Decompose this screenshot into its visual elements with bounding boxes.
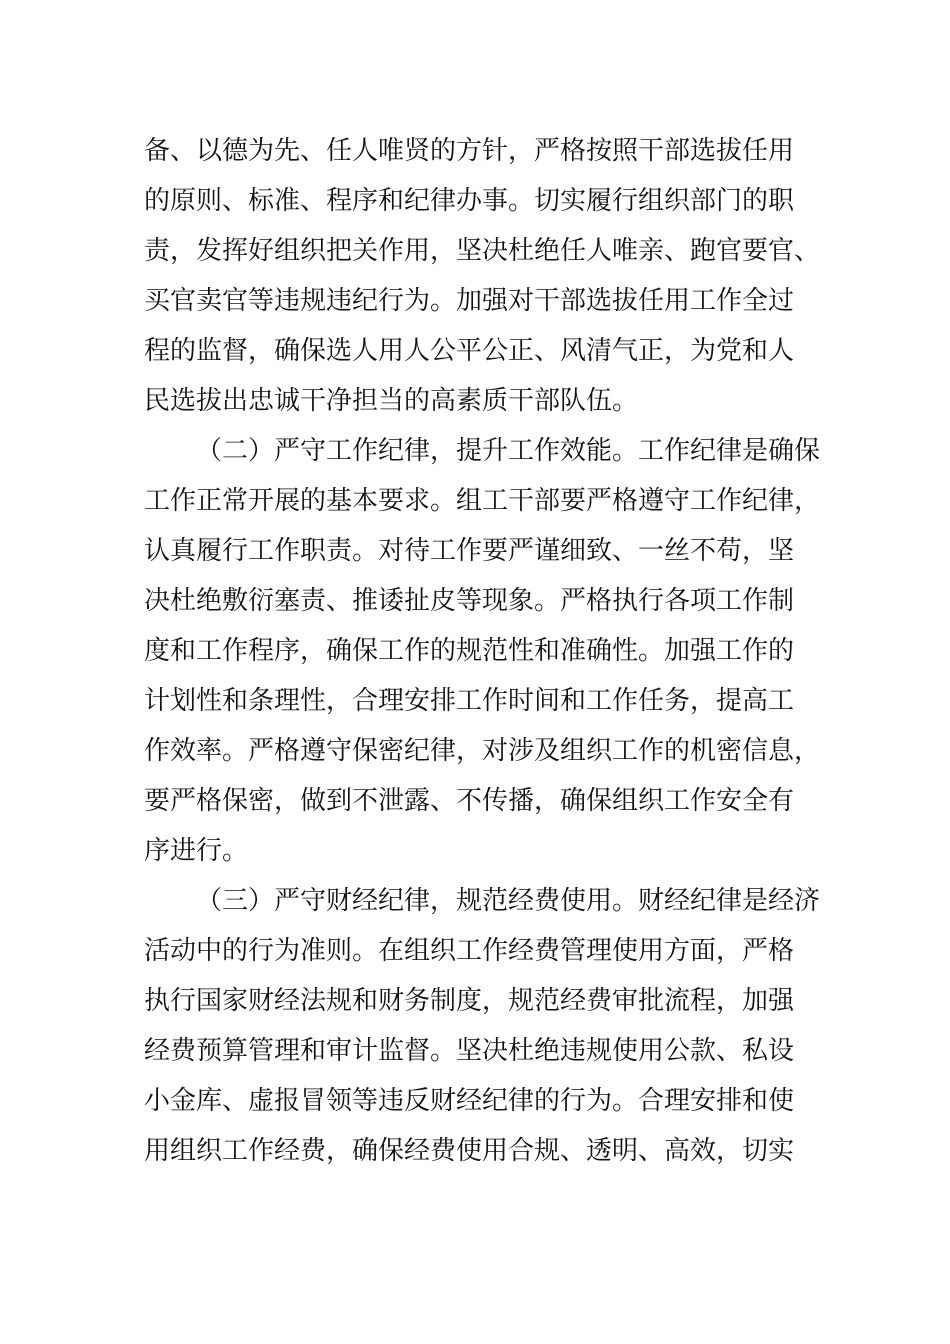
text-line: 备、以德为先、任人唯贤的方针，严格按照干部选拔任用: [144, 136, 795, 166]
text-line: 序进行。: [144, 836, 249, 866]
text-line: 小金库、虚报冒领等违反财经纪律的行为。合理安排和使: [144, 1086, 795, 1116]
text-line: 决杜绝敷衍塞责、推诿扯皮等现象。严格执行各项工作制: [144, 586, 795, 616]
text-line: 民选拔出忠诚干净担当的高素质干部队伍。: [144, 386, 639, 416]
text-line: 执行国家财经法规和财务制度，规范经费审批流程，加强: [144, 986, 795, 1016]
text-line: 度和工作程序，确保工作的规范性和准确性。加强工作的: [144, 636, 795, 666]
text-line: 活动中的行为准则。在组织工作经费管理使用方面，严格: [144, 936, 795, 966]
text-line: 的原则、标准、程序和纪律办事。切实履行组织部门的职: [144, 186, 795, 216]
text-line: 程的监督，确保选人用人公平公正、风清气正，为党和人: [144, 336, 795, 366]
text-line: 经费预算管理和审计监督。坚决杜绝违规使用公款、私设: [144, 1036, 795, 1066]
text-line: 工作正常开展的基本要求。组工干部要严格遵守工作纪律，: [144, 486, 821, 516]
text-line: 买官卖官等违规违纪行为。加强对干部选拔任用工作全过: [144, 286, 795, 316]
document-body: [144, 126, 824, 1176]
text-line: 认真履行工作职责。对待工作要严谨细致、一丝不苟，坚: [144, 536, 795, 566]
text-line: 责，发挥好组织把关作用，坚决杜绝任人唯亲、跑官要官、: [144, 236, 821, 266]
text-line: 要严格保密，做到不泄露、不传播，确保组织工作安全有: [144, 786, 795, 816]
section-heading-line: （三）严守财经纪律，规范经费使用。财经纪律是经济: [196, 886, 821, 916]
text-line: 用组织工作经费，确保经费使用合规、透明、高效，切实: [144, 1136, 795, 1166]
section-heading-line: （二）严守工作纪律，提升工作效能。工作纪律是确保: [196, 436, 821, 466]
text-line: 作效率。严格遵守保密纪律，对涉及组织工作的机密信息，: [144, 736, 821, 766]
text-line: 计划性和条理性，合理安排工作时间和工作任务，提高工: [144, 686, 795, 716]
